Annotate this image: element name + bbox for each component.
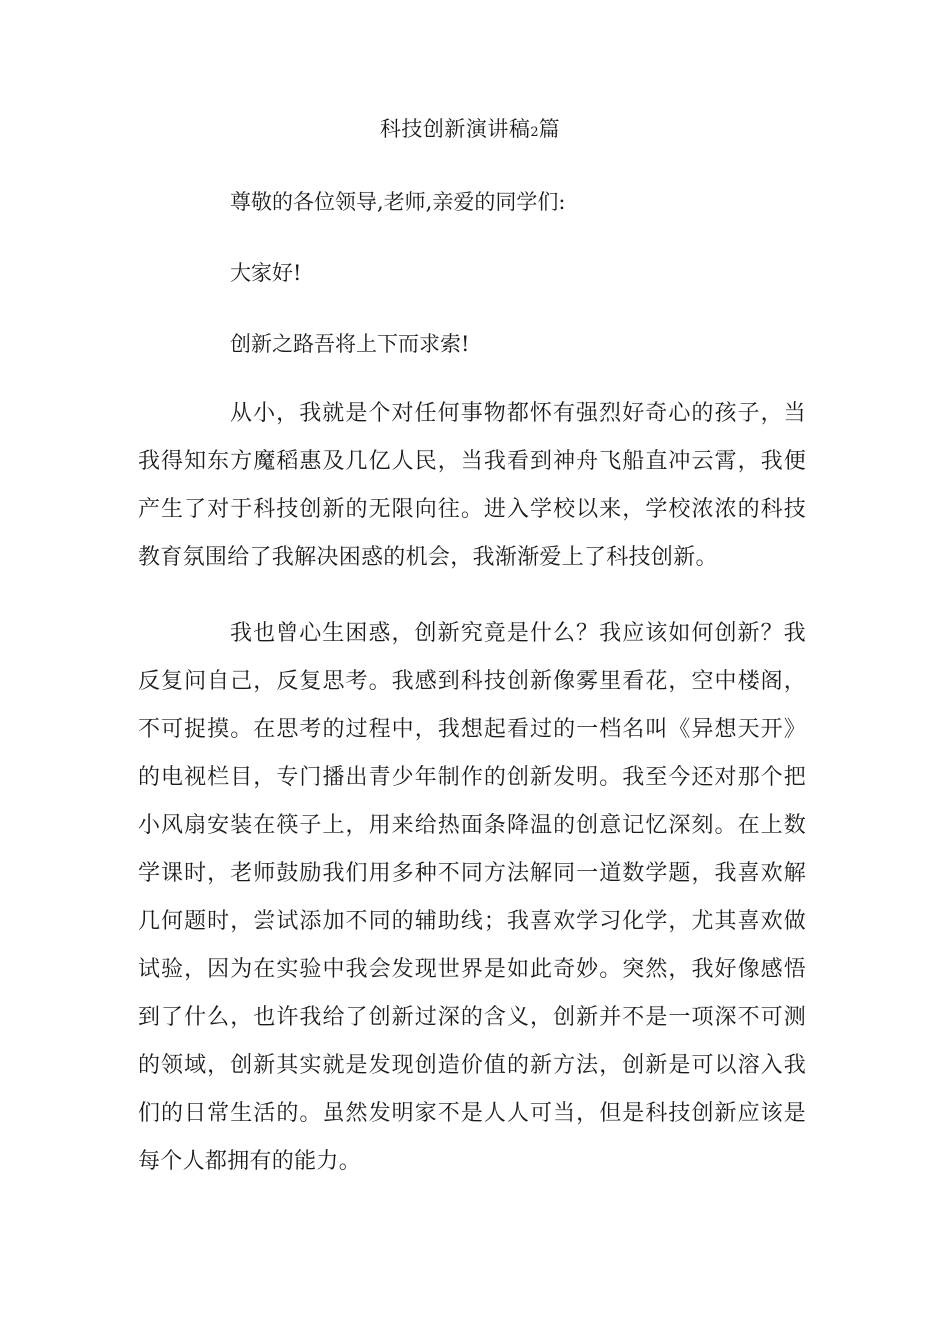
title-number: 2 xyxy=(530,125,539,140)
paragraph-1: 从小，我就是个对任何事物都怀有强烈好奇心的孩子，当我得知东方魔稻惠及几亿人民，当我看到神舟飞船直冲云霄，我便产生了对于科技创新的无限向往。进入学校以来，学校浓浓的科技教育氛围给了我解决困惑的机会，我渐渐爱上了科技创新。 xyxy=(138,401,806,570)
title-suffix: 篇 xyxy=(538,117,561,141)
salutation: 尊敬的各位领导,老师,亲爱的同学们: xyxy=(230,190,566,214)
title-main: 科技创新演讲稿 xyxy=(379,117,531,141)
document-title xyxy=(0,114,940,148)
greeting: 大家好! xyxy=(230,261,302,285)
paragraph-2: 我也曾心生困惑，创新究竟是什么？我应该如何创新？我反复问自己，反复思考。我感到科技创新像雾里看花，空中楼阁，不可捉摸。在思考的过程中，我想起看过的一档名叫《异想天开》的电视栏目，专门播出青少年制作的创新发明。我至今还对那个把小风扇安装在筷子上，用来给热面条降温的创意记忆深刻。在上数学课时，老师鼓励我们用多种不同方法解同一道数学题，我喜欢解几何题时，尝试添加不同的辅助线；我喜欢学习化学，尤其喜欢做试验，因为在实验中我会发现世界是如此奇妙。突然，我好像感悟到了什么，也许我给了创新过深的含义，创新并不是一项深不可测的领域，创新其实就是发现创造价值的新方法，创新是可以溶入我们的日常生活的。虽然发明家不是人人可当，但是科技创新应该是每个人都拥有的能力。 xyxy=(138,621,806,1174)
motto: 创新之路吾将上下而求索! xyxy=(230,332,470,356)
